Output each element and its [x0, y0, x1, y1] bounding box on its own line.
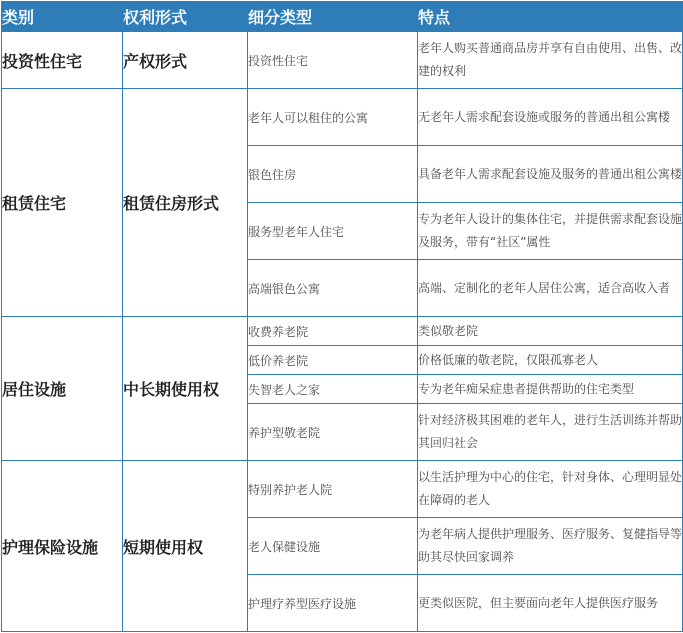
feature-cell: 以生活护理为中心的住宅，针对身体、心理明显处在障碍的老人 [418, 461, 683, 518]
subtype-cell: 服务型老年人住宅 [248, 203, 418, 260]
header-category: 类别 [2, 2, 123, 32]
subtype-cell: 养护型敬老院 [248, 404, 418, 461]
subtype-cell: 老人保健设施 [248, 518, 418, 575]
table-row [2, 32, 683, 89]
category-cell: 居住设施 [2, 317, 123, 461]
subtype-cell: 低价养老院 [248, 346, 418, 375]
header-subtype: 细分类型 [248, 2, 418, 32]
feature-cell: 无老年人需求配套设施或服务的普通出租公寓楼 [418, 89, 683, 146]
table-row [2, 89, 683, 146]
subtype-cell: 高端银色公寓 [248, 260, 418, 317]
category-cell: 租赁住宅 [2, 89, 123, 317]
subtype-cell: 收费养老院 [248, 317, 418, 346]
feature-cell: 价格低廉的敬老院，仅限孤寡老人 [418, 346, 683, 375]
feature-cell: 更类似医院，但主要面向老年人提供医疗服务 [418, 575, 683, 632]
category-cell: 投资性住宅 [2, 32, 123, 89]
subtype-cell: 投资性住宅 [248, 32, 418, 89]
table-row [2, 461, 683, 518]
feature-cell: 专为老年人设计的集体住宅，并提供需求配套设施及服务，带有“社区”属性 [418, 203, 683, 260]
subtype-cell: 护理疗养型医疗设施 [248, 575, 418, 632]
feature-cell: 针对经济极其困难的老年人，进行生活训练并帮助其回归社会 [418, 404, 683, 461]
header-row [2, 2, 683, 32]
header-feature: 特点 [418, 2, 683, 32]
housing-classification-table [1, 1, 683, 632]
feature-cell: 类似敬老院 [418, 317, 683, 346]
right-form-cell: 产权形式 [123, 32, 248, 89]
right-form-cell: 租赁住房形式 [123, 89, 248, 317]
feature-cell: 为老年病人提供护理服务、医疗服务、复健指导等助其尽快回家调养 [418, 518, 683, 575]
subtype-cell: 银色住房 [248, 146, 418, 203]
feature-cell: 高端、定制化的老年人居住公寓，适合高收入者 [418, 260, 683, 317]
feature-cell: 老年人购买普通商品房并享有自由使用、出售、改建的权利 [418, 32, 683, 89]
subtype-cell: 特别养护老人院 [248, 461, 418, 518]
right-form-cell: 中长期使用权 [123, 317, 248, 461]
subtype-cell: 失智老人之家 [248, 375, 418, 404]
table-row [2, 317, 683, 346]
category-cell: 护理保险设施 [2, 461, 123, 632]
right-form-cell: 短期使用权 [123, 461, 248, 632]
header-right-form: 权利形式 [123, 2, 248, 32]
feature-cell: 专为老年痴呆症患者提供帮助的住宅类型 [418, 375, 683, 404]
subtype-cell: 老年人可以租住的公寓 [248, 89, 418, 146]
feature-cell: 具备老年人需求配套设施及服务的普通出租公寓楼 [418, 146, 683, 203]
